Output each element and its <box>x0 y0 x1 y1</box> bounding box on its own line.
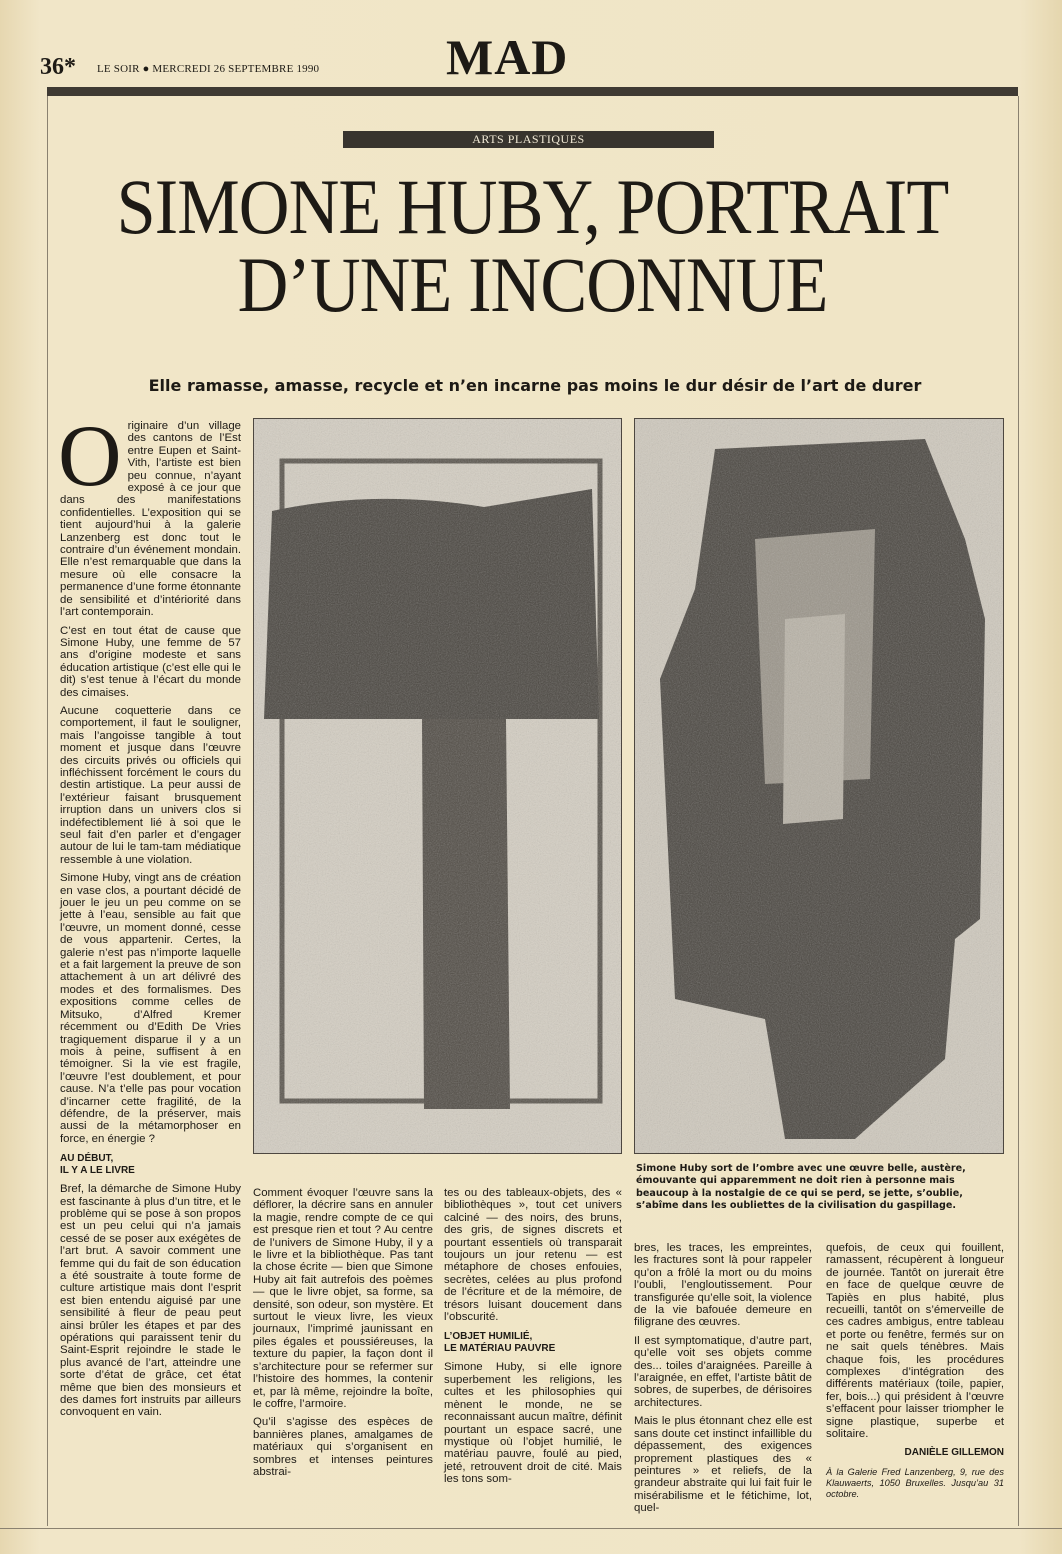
author-signature: DANIÈLE GILLEMON <box>904 1446 1004 1458</box>
paragraph: C’est en tout état de cause que Simone Huby, une femme de 57 ans d’origine modeste et sans éducation artistique (c’est elle qui le dit) s’est tenue à l’écart du monde des cimaises. <box>60 624 241 699</box>
article-deck: Elle ramasse, amasse, recycle et n’en incarne pas moins le dur désir de l’art de durer <box>148 376 922 395</box>
subhead-line: IL Y A LE LIVRE <box>60 1165 135 1177</box>
page-number: 36* <box>40 54 76 80</box>
article-column-3 <box>444 1187 622 1492</box>
article-headline <box>107 163 958 328</box>
subhead-line: LE MATÉRIAU PAUVRE <box>444 1343 556 1355</box>
subhead-line: L’OBJET HUMILIÉ, <box>444 1331 533 1343</box>
page-frame-right <box>1018 96 1019 1526</box>
paragraph: Comment évoquer l’œuvre sans la déflorer, la décrire sans en annuler la magie, rendre compte de ce qui est presque rien et tout ? Au centre de l’univers de Simone Huby, il y a le livre et la bibliothèque. Pas tant la chose écrite — bien que Simone Huby ait fait autrefois des poèmes — que le livre objet, sa forme, sa densité, son odeur, son mystère. Et surtout le vieux livre, les vieux journaux, l’imprimé jaunissant en piles égales et poussiéreuses, la texture du papier, la façon dont il s’architecture pour se refermer sur l’histoire des hommes, la contenir et, par là même, rejoindre la boîte, le coffre, l’armoire. <box>253 1187 433 1410</box>
exhibition-credits: À la Galerie Fred Lanzenberg, 9, rue des Klauwaerts, 1050 Bruxelles. Jusqu’au 31 octobre. <box>826 1466 1004 1499</box>
headline-line-2: D’UNE INCONNUE <box>237 241 828 328</box>
drop-cap: O <box>58 408 122 505</box>
photo-caption: Simone Huby sort de l’ombre avec une œuvre belle, austère, émouvante qui apparemment ne doit rien à personne mais beaucoup à la nostalgie de ce qui se perd, se jette, s’oublie, s’abîme dans les oubliettes de la civilisation du gaspillage. <box>636 1163 966 1212</box>
headline-line-1: SIMONE HUBY, PORTRAIT <box>116 163 949 250</box>
paragraph: Bref, la démarche de Simone Huby est fascinante à plus d’un titre, et le problème qui se pose à son propos est un peu celui qui n’a jamais cessé de se poser aux exégètes de l’art brut. A savoir comment une femme qui du fait de son éducation a été soustraite à toute forme de culture artistique mais dont l’esprit est bien entendu aiguisé par une sensibilité à fleur de peau peut ainsi brûler les étapes et par des opérations qui paraissent tenir du Saint-Esprit rejoindre le stade le plus avancé de l’art, atteindre une sorte d’état de grâce, cet état même que bien des monsieurs et des dames fort instruits par ailleurs convoquent en vain. <box>60 1183 241 1419</box>
artwork-image-left <box>254 419 621 1153</box>
paragraph: Simone Huby, vingt ans de création en vase clos, a pourtant décidé de jouer le jeu un peu comme on se jette à l’eau, sensible au fait que l’œuvre, un moment donné, cesse de vous appartenir. Certes, la galerie n’est pas n’importe laquelle et a fait largement la preuve de son attachement à un art délivré des modes et des formalismes. Des expositions comme celles de Mitsuko, d’Alfred Kremer récemment ou d’Edith De Vries tragiquement disparue il y a un mois à peine, suffisent à en témoigner. Si la vie est fragile, l’œuvre l’est doublement, et pour cause. N’a t’elle pas pour vocation d’incarner cette fragilité, de la défendre, de la préserver, mais aussi de la métamorphoser en force, en énergie ? <box>60 872 241 1145</box>
article-column-2 <box>253 1187 433 1484</box>
artwork-photo-left <box>253 418 622 1154</box>
page-frame-bottom <box>0 1528 1062 1529</box>
subhead <box>60 1153 241 1177</box>
paragraph: quefois, de ceux qui fouillent, ramassent, récupèrent à longueur de journée. Tantôt on jurerait être en face de quelque œuvre de Tapiès en plus habité, plus recueilli, tantôt on s’émerveille de ces cadres ambigus, entre tableau et porte ou fenêtre, fermés sur on ne sait quels ténèbres. Mais chaque fois, les procédures complexes d’intégration des différents matériaux (toile, papier, fer, bois...) qui président à l’œuvre s’effacent pour laisser triompher le signe plastique, superbe et solitaire. <box>826 1242 1004 1441</box>
article-column-4 <box>634 1242 812 1521</box>
kicker-label: ARTS PLASTIQUES <box>343 131 714 148</box>
subhead <box>444 1331 622 1355</box>
paragraph: Aucune coquetterie dans ce comportement, il faut le souligner, mais l’angoisse tangible à tout moment et jusque dans l’œuvre des circuits privés ou officiels qui infléchissent forcément le cours du destin artistique. La peur aussi de l’extérieur faisant brusquement irruption dans un univers clos si indéfectiblement lié à soi que le seul fait d’en parler et d’engager autour de lui le tam-tam médiatique ressemble à une violation. <box>60 704 241 866</box>
paragraph: Qu’il s’agisse des espèces de bannières planes, amalgames de matériaux qui s’organisent en sombres et intenses peintures abstrai- <box>253 1416 433 1478</box>
paragraph: riginaire d’un village des cantons de l’Est entre Eupen et Saint-Vith, l’artiste est bien peu connue, n’ayant exposé à ce jour que dans des manifestations confidentielles. L’exposition qui se tient aujourd’hui à la galerie Lanzenberg est donc tout le contraire d’un événement mondain. Elle n’est remarquable que dans la mesure où elle consacre la permanence d’une forme étonnante de sensibilité et d’intériorité dans l’art contemporain. <box>60 420 241 619</box>
page-frame-left <box>47 96 48 1526</box>
paragraph: Simone Huby, si elle ignore superbement les religions, les cultes et les philosophies qui mènent le monde, ne se reconnaissant aucun maître, définit pourtant un espace sacré, une mystique où l’objet humilié, le matériau pauvre, foulé au pied, jeté, retrouvent droit de cité. Mais les tons som- <box>444 1361 622 1486</box>
section-title: MAD <box>446 29 569 85</box>
newspaper-dateline: LE SOIR ● MERCREDI 26 SEPTEMBRE 1990 <box>97 63 320 75</box>
artwork-image-right <box>635 419 1003 1153</box>
paragraph: Mais le plus étonnant chez elle est sans doute cet instinct infaillible du dépassement, des exigences proprement plastiques des « peintures » et reliefs, de la grandeur abstraite qui lui fait fuir le misérabilisme et le fétichime, lot, quel- <box>634 1415 812 1515</box>
article-column-1 <box>58 408 241 1425</box>
paragraph: Il est symptomatique, d’autre part, qu’elle voit ses objets comme des... toiles d’araignées. Pareille à l’araignée, en effet, l’artiste bâtit de sobres, de superbes, de dérisoires architectures. <box>634 1334 812 1409</box>
masthead-rule <box>47 87 1018 96</box>
paragraph: tes ou des tableaux-objets, des « bibliothèques », tout cet univers calciné — des noirs, des bruns, des gris, de signes discrets et pourtant essentiels où transparait toujours un jour retenu — est métaphore de choses enfouies, secrètes, celées au plus profond de l’écriture et de la mémoire, de trésors luisant doucement dans l’obscurité. <box>444 1187 622 1324</box>
article-column-5 <box>826 1242 1004 1500</box>
artwork-photo-right <box>634 418 1004 1154</box>
subhead-line: AU DÉBUT, <box>60 1153 114 1165</box>
paragraph: bres, les traces, les empreintes, les fractures sont là pour rappeler qu’on a frôlé la mort ou du moins l’oubli, l’engloutissement. Pour transfigurée qu’elle soit, la violence de la vie bafouée demeure en filigrane des œuvres. <box>634 1242 812 1329</box>
